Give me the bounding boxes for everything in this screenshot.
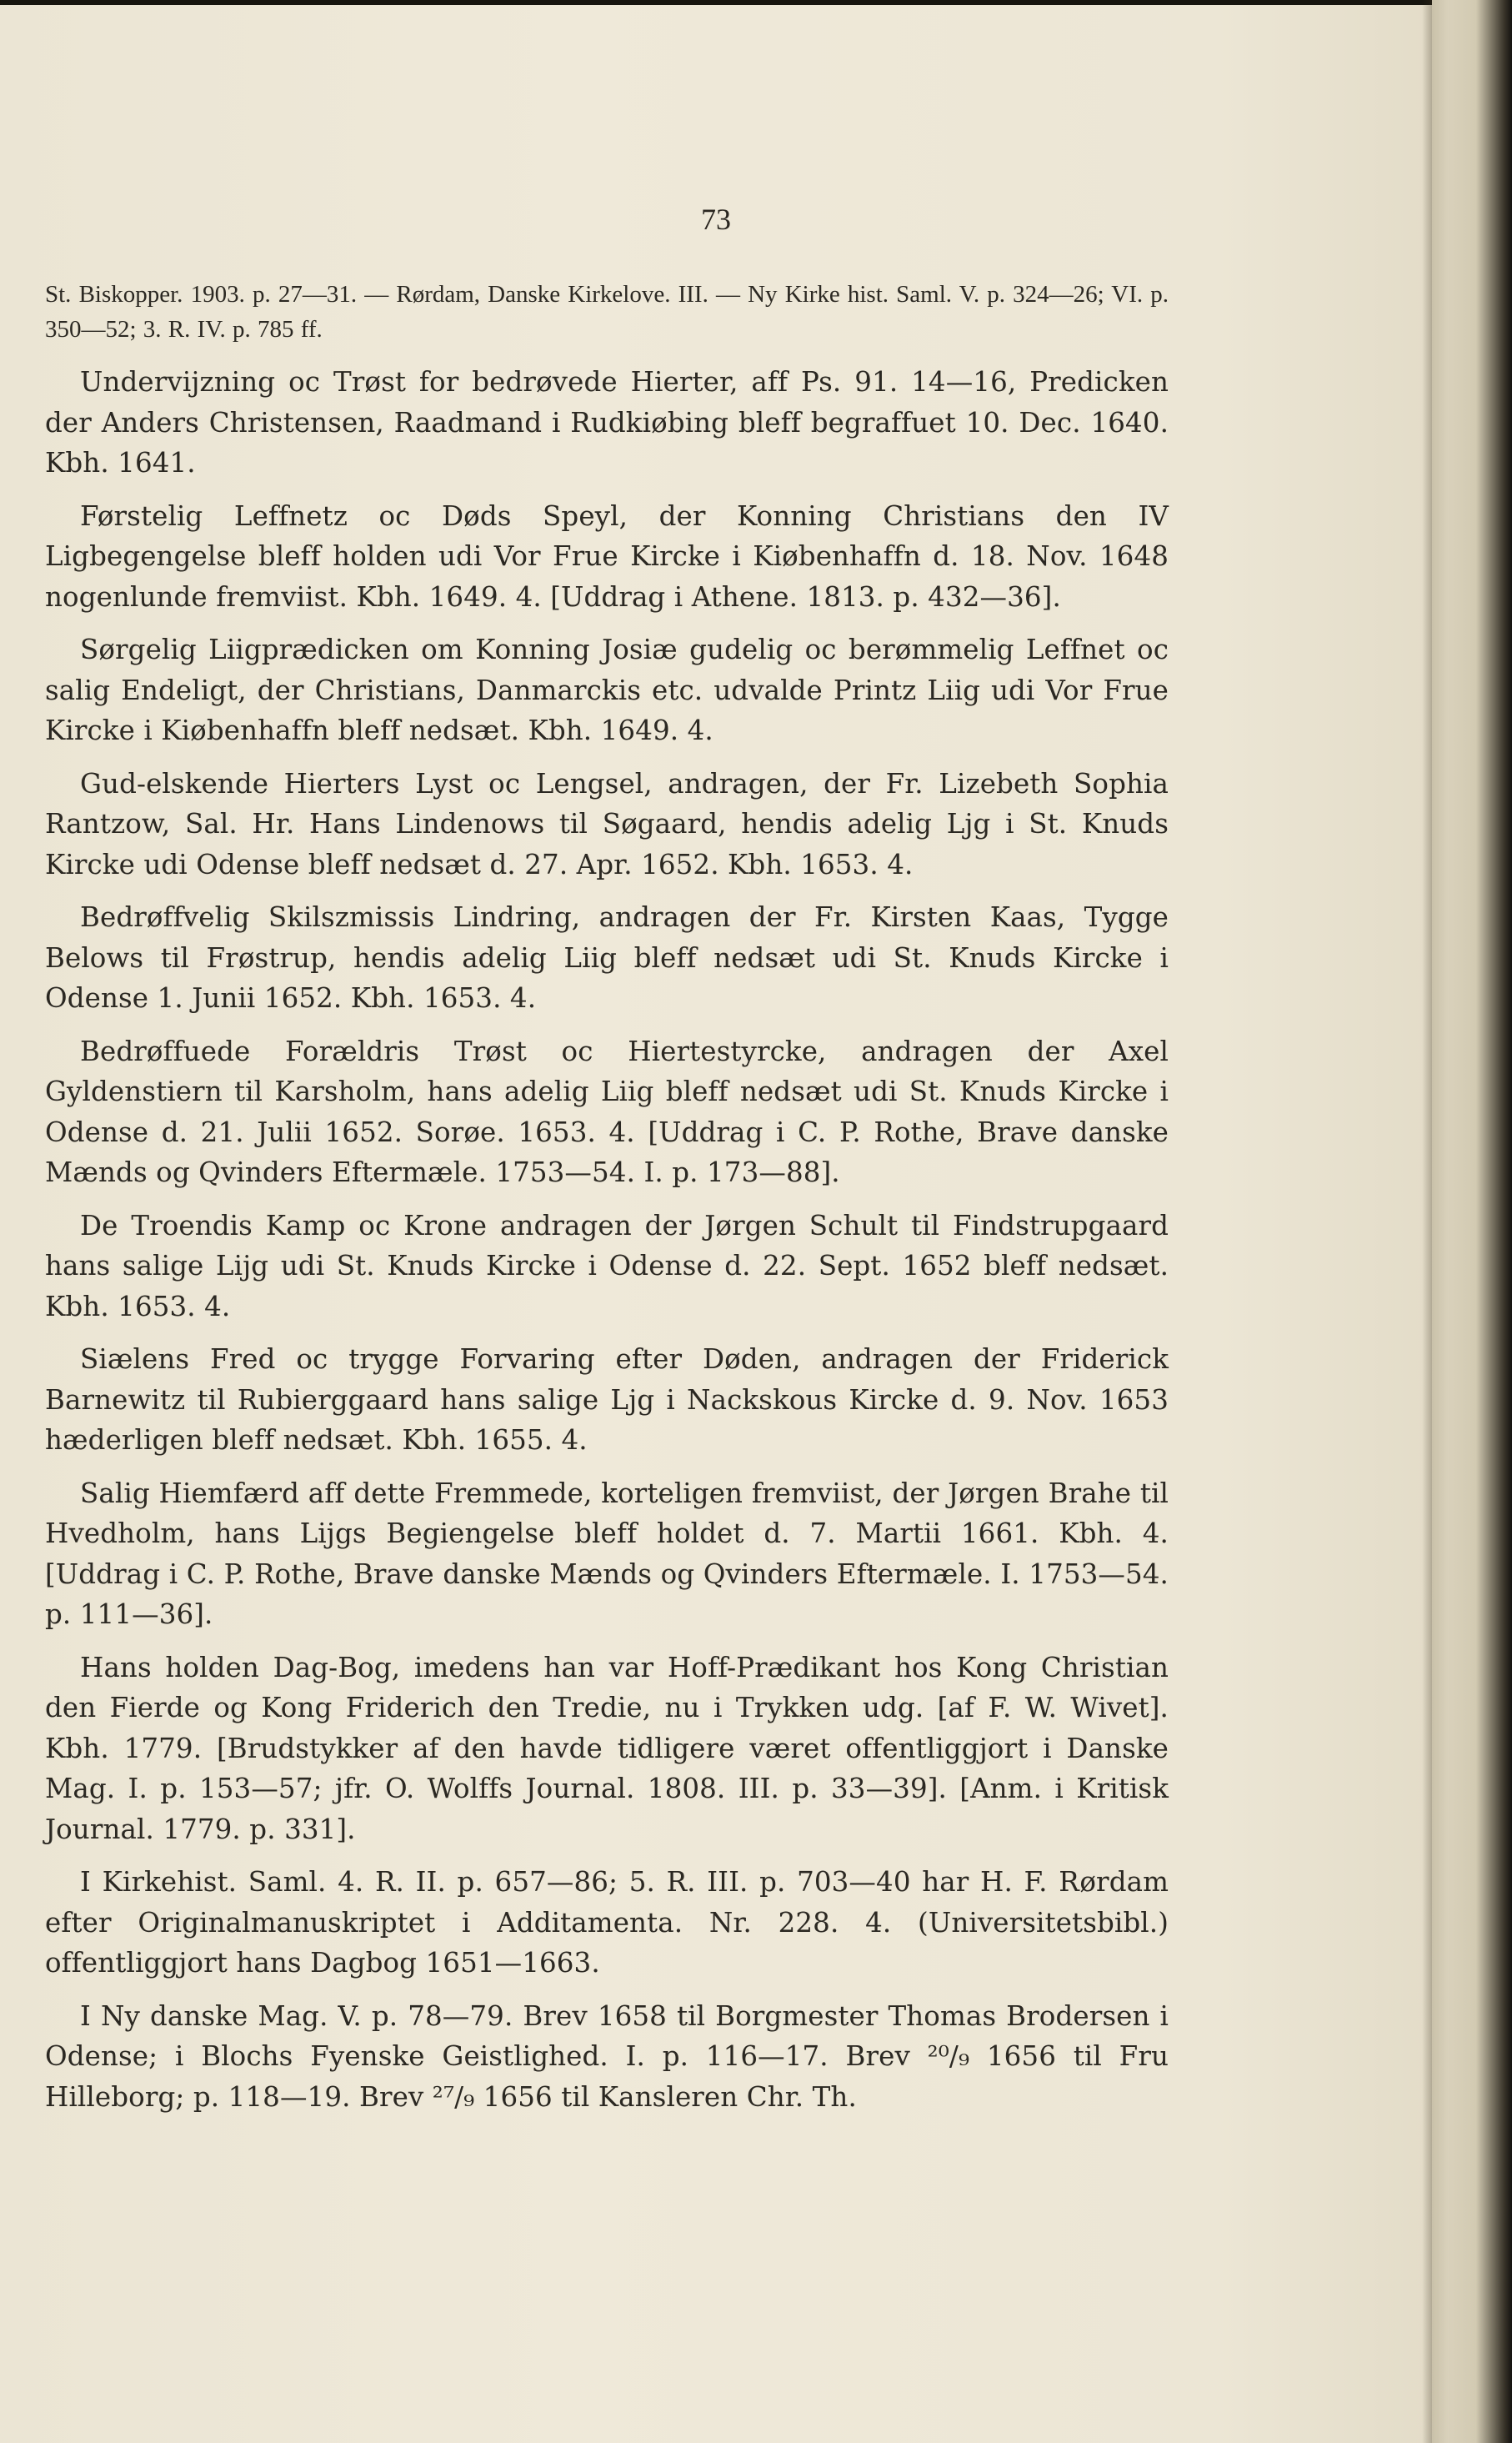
adjacent-page-edge [1432,0,1512,2443]
bibliography-entry: I Kirkehist. Saml. 4. R. II. p. 657—86; 5. R. III. p. 703—40 har H. F. Rørdam efter Originalmanuskriptet i Additamenta. Nr. 228. 4. (Universitetsbibl.) offentliggjort hans Dagbog 1651—1663. [45,1866,1169,1979]
bibliography-entry: Sørgelig Liigprædicken om Konning Josiæ gudelig oc berømmelig Leffnet oc salig Endeligt, der Christians, Danmarckis etc. udvalde Printz Liig udi Vor Frue Kircke i Kiøbenhaffn bleff nedsæt. Kbh. 1649. 4. [45,634,1169,746]
intro-paragraph: St. Biskopper. 1903. p. 27—31. — Rørdam, Danske Kirkelove. III. — Ny Kirke hist. Saml. V. p. 324—26; VI. p. 350—52; 3. R. IV. p. 785 ff. [45,281,1169,343]
bibliography-entry: Gud-elskende Hierters Lyst oc Lengsel, andragen, der Fr. Lizebeth Sophia Rantzow, Sal. Hr. Hans Lindenows til Søgaard, hendis adelig Ljg i St. Knuds Kircke udi Odense bleff nedsæt d. 27. Apr. 1652. Kbh. 1653. 4. [45,767,1169,880]
bibliography-entry: Undervijzning oc Trøst for bedrøvede Hierter, aff Ps. 91. 14—16, Predicken der Anders Christensen, Raadmand i Rudkiøbing bleff begraffuet 10. Dec. 1640. Kbh. 1641. [45,366,1169,479]
bibliography-entry: I Ny danske Mag. V. p. 78—79. Brev 1658 til Borgmester Thomas Brodersen i Odense; i Blochs Fyenske Geistlighed. I. p. 116—17. Brev ²⁰/₉ 1656 til Fru Hilleborg; p. 118—19. Brev ²⁷/₉ 1656 til Kansleren Chr. Th. [45,1999,1169,2113]
bibliography-entry: Hans holden Dag-Bog, imedens han var Hoff-Prædikant hos Kong Christian den Fierde og Kong Friderich den Tredie, nu i Trykken udg. [af F. W. Wivet]. Kbh. 1779. [Brudstykker af den havde tidligere været offentliggjort i Danske Mag. I. p. 153—57; jfr. O. Wolffs Journal. 1808. III. p. 33—39]. [Anm. i Kritisk Journal. 1779. p. 331]. [45,1651,1169,1845]
bibliography-entry: De Troendis Kamp oc Krone andragen der Jørgen Schult til Findstrupgaard hans salige Lijg udi St. Knuds Kircke i Odense d. 22. Sept. 1652 bleff nedsæt. Kbh. 1653. 4. [45,1209,1169,1322]
bibliography-entry: Førstelig Leffnetz oc Døds Speyl, der Konning Christians den IV Ligbegengelse bleff holden udi Vor Frue Kircke i Kiøbenhaffn d. 18. Nov. 1648 nogenlunde fremviist. Kbh. 1649. 4. [Uddrag i Athene. 1813. p. 432—36]. [45,499,1169,613]
bibliography-entry: Bedrøffuede Forældris Trøst oc Hiertestyrcke, andragen der Axel Gyldenstiern til Karsholm, hans adelig Liig bleff nedsæt udi St. Knuds Kircke i Odense d. 21. Julii 1652. Sorøe. 1653. 4. [Uddrag i C. P. Rothe, Brave danske Mænds og Qvinders Eftermæle. 1753—54. I. p. 173—88]. [45,1035,1169,1188]
document-page [0,5,1432,2443]
bibliography-entry: Bedrøffvelig Skilszmissis Lindring, andragen der Fr. Kirsten Kaas, Tygge Belows til Frøstrup, hendis adelig Liig bleff nedsæt udi St. Knuds Kircke i Odense 1. Junii 1652. Kbh. 1653. 4. [45,901,1169,1014]
bibliography-entry: Siælens Fred oc trygge Forvaring efter Døden, andragen der Friderick Barnewitz til Rubierggaard hans salige Ljg i Nackskous Kircke d. 9. Nov. 1653 hæderligen bleff nedsæt. Kbh. 1655. 4. [45,1343,1169,1456]
bibliography-entry: Salig Hiemfærd aff dette Fremmede, korteligen fremviist, der Jørgen Brahe til Hvedholm, hans Lijgs Begiengelse bleff holdet d. 7. Martii 1661. Kbh. 4. [Uddrag i C. P. Rothe, Brave danske Mænds og Qvinders Eftermæle. I. 1753—54. p. 111—36]. [45,1477,1169,1630]
body-text [45,277,1169,2129]
page-number: 73 [701,203,731,236]
